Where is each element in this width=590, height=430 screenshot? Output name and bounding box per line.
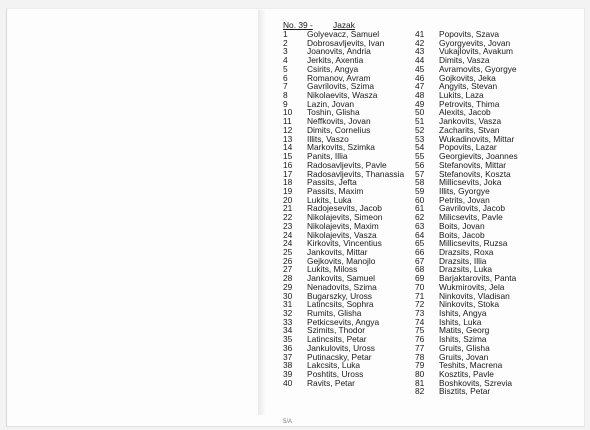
entry-number: 38 bbox=[283, 360, 293, 371]
entry-number: 53 bbox=[415, 133, 425, 144]
entry-name: Millicsevits, Joka bbox=[439, 177, 502, 188]
entry-name: Poshtits, Uross bbox=[307, 369, 364, 380]
entry-name: Lukits, Luka bbox=[307, 194, 352, 205]
entry-name: Drazsits, Illia bbox=[439, 255, 487, 266]
entry-number: 64 bbox=[415, 229, 425, 240]
entry-name: Boits, Jovan bbox=[439, 220, 485, 231]
entry-number: 31 bbox=[283, 299, 293, 310]
entry-number: 76 bbox=[415, 334, 425, 345]
scan-shadow-edge bbox=[258, 10, 266, 415]
entry-number: 49 bbox=[415, 98, 425, 109]
list-title: Jazak bbox=[333, 20, 355, 30]
entry-name: Avramovits, Gyorgye bbox=[439, 63, 517, 74]
entry-name: Nikolajevits, Simeon bbox=[307, 212, 383, 223]
entry-number: 80 bbox=[415, 369, 425, 380]
entry-number: 60 bbox=[415, 194, 425, 205]
entry-number: 32 bbox=[283, 308, 293, 318]
entry-number: 33 bbox=[283, 316, 293, 327]
entry-number: 63 bbox=[415, 220, 425, 231]
entry-number: 21 bbox=[283, 203, 293, 214]
footnote-mark: 5/A bbox=[283, 419, 293, 425]
list-number: No. 39 - bbox=[283, 20, 313, 30]
entry-number: 82 bbox=[415, 386, 425, 397]
entry-name: Ninkovits, Stoka bbox=[439, 299, 500, 310]
entry-number: 75 bbox=[415, 325, 425, 336]
entry-name: Romanov, Avram bbox=[307, 72, 371, 83]
entry-number: 34 bbox=[283, 325, 293, 336]
entry-name: Nikolaevits, Wasza bbox=[307, 90, 378, 101]
entry-number: 18 bbox=[283, 177, 293, 188]
entry-name: Kirkovits, Vincentius bbox=[307, 238, 382, 249]
entry-name: Lukits, Laza bbox=[439, 90, 484, 101]
entry-name: Illits, Vaszo bbox=[307, 133, 349, 144]
entry-name: Zacharits, Stvan bbox=[439, 124, 500, 135]
entry-name: Boits, Jacob bbox=[439, 229, 485, 240]
entry-number: 16 bbox=[283, 159, 293, 170]
entry-name: Nikolajevits, Maxim bbox=[307, 220, 379, 231]
entry-number: 3 bbox=[283, 46, 288, 57]
entry-number: 1 bbox=[283, 29, 288, 39]
entry-number: 37 bbox=[283, 351, 293, 362]
entry-number: 65 bbox=[415, 238, 425, 249]
entry-name: Gyorgyevits, Jovan bbox=[439, 37, 511, 48]
entry-name: Gavrilovits, Szima bbox=[307, 81, 375, 92]
entry-number: 40 bbox=[283, 377, 293, 388]
entry-name: Gejkovits, Manojlo bbox=[307, 255, 376, 266]
entry-number: 5 bbox=[283, 63, 288, 74]
entry-name: Matits, Georg bbox=[439, 325, 490, 336]
entry-name: Stefanovits, Koszta bbox=[439, 168, 511, 179]
entry-name: Ishits, Angya bbox=[439, 308, 487, 318]
entry-number: 51 bbox=[415, 116, 425, 127]
list-item bbox=[415, 387, 518, 396]
entry-name: Jankulovits, Uross bbox=[307, 342, 375, 353]
entry-number: 47 bbox=[415, 81, 425, 92]
entry-number: 24 bbox=[283, 229, 293, 240]
entry-number: 20 bbox=[283, 194, 293, 205]
entry-name: Putinacsky, Petar bbox=[307, 351, 372, 362]
entry-name: Golyevacz, Samuel bbox=[307, 29, 380, 39]
entry-number: 13 bbox=[283, 133, 293, 144]
entry-name: Bugarszky, Uross bbox=[307, 290, 372, 301]
entry-number: 7 bbox=[283, 81, 288, 92]
entry-name: Lakcsits, Luka bbox=[307, 360, 361, 371]
entry-number: 35 bbox=[283, 334, 293, 345]
entry-number: 77 bbox=[415, 342, 425, 353]
entry-name: Jerkits, Axentia bbox=[307, 55, 364, 66]
entry-name: Radojesevits, Jacob bbox=[307, 203, 382, 214]
entry-number: 28 bbox=[283, 273, 293, 284]
entry-number: 25 bbox=[283, 246, 293, 257]
entry-name: Latincsits, Petar bbox=[307, 334, 367, 345]
entry-number: 9 bbox=[283, 98, 288, 109]
entry-name: Jankovits, Vasza bbox=[439, 116, 502, 127]
entry-number: 24 bbox=[283, 238, 293, 249]
entry-name: Lukits, Miloss bbox=[307, 264, 358, 275]
entry-number: 57 bbox=[415, 168, 425, 179]
entry-name: Gojkovits, Jeka bbox=[439, 72, 496, 83]
name-column-1 bbox=[283, 20, 405, 388]
entry-name: Angyits, Stevan bbox=[439, 81, 498, 92]
entry-name: Vukajlovits, Avakum bbox=[439, 46, 514, 57]
entry-name: Alexits, Jacob bbox=[439, 107, 491, 118]
list-item bbox=[283, 379, 404, 388]
entry-name: Lazin, Jovan bbox=[307, 98, 355, 109]
entry-name: Radosavljevits, Pavle bbox=[307, 159, 387, 170]
entry-number: 54 bbox=[415, 142, 425, 153]
entry-name: Georgievits, Joannes bbox=[439, 151, 518, 162]
entry-number: 45 bbox=[415, 63, 425, 74]
entry-number: 61 bbox=[415, 203, 425, 214]
entry-number: 72 bbox=[415, 299, 425, 310]
entry-number: 78 bbox=[415, 351, 425, 362]
entry-name: Ravits, Petar bbox=[307, 377, 355, 388]
entry-number: 52 bbox=[415, 124, 425, 135]
entry-number: 36 bbox=[283, 342, 293, 353]
entry-number: 74 bbox=[415, 316, 425, 327]
entry-number: 11 bbox=[283, 116, 292, 127]
entry-name: Petkicsevits, Angya bbox=[307, 316, 380, 327]
entry-name: Ishits, Szima bbox=[439, 334, 487, 345]
entry-number: 23 bbox=[283, 220, 293, 231]
entry-name: Passits, Jefta bbox=[307, 177, 357, 188]
entry-number: 68 bbox=[415, 264, 425, 275]
entry-number: 27 bbox=[283, 264, 293, 275]
entry-name: Drazsits, Luka bbox=[439, 264, 493, 275]
name-column-2 bbox=[415, 30, 518, 396]
entry-name: Markovits, Szimka bbox=[307, 142, 375, 153]
entry-name: Panits, Illia bbox=[307, 151, 348, 162]
entry-number: 43 bbox=[415, 46, 425, 57]
entry-name: Illits, Gyorgye bbox=[439, 185, 490, 196]
entry-name: Wukadinovits, Mittar bbox=[439, 133, 515, 144]
entry-name: Barjaktarovits, Panta bbox=[439, 273, 517, 284]
entry-name: Gruits, Jovan bbox=[439, 351, 489, 362]
entry-name: Drazsits, Roxa bbox=[439, 246, 494, 257]
entry-name: Dimits, Vasza bbox=[439, 55, 490, 66]
entry-number: 79 bbox=[415, 360, 425, 371]
entry-number: 66 bbox=[415, 246, 425, 257]
entry-name: Bisztits, Petar bbox=[439, 386, 491, 397]
entry-number: 58 bbox=[415, 177, 425, 188]
entry-name: Jankovits, Mittar bbox=[307, 246, 368, 257]
entry-name: Boshkovits, Szrevia bbox=[439, 377, 513, 388]
entry-name: Petrovits, Thima bbox=[439, 98, 500, 109]
entry-name: Latincsits, Sophra bbox=[307, 299, 374, 310]
entry-name: Jankovits, Samuel bbox=[307, 273, 375, 284]
entry-name: Joanovits, Andria bbox=[307, 46, 371, 57]
entry-number: 62 bbox=[415, 212, 425, 223]
entry-name: Toshin, Glisha bbox=[307, 107, 360, 118]
entry-name: Petrits, Jovan bbox=[439, 194, 490, 205]
entry-number: 10 bbox=[283, 107, 293, 118]
entry-name: Rumits, Glisha bbox=[307, 308, 362, 318]
entry-number: 26 bbox=[283, 255, 293, 266]
entry-number: 73 bbox=[415, 308, 425, 318]
entry-name: Milicsevits, Pavle bbox=[439, 212, 503, 223]
entry-number: 17 bbox=[283, 168, 293, 179]
entry-name: Csirits, Angya bbox=[307, 63, 359, 74]
entry-name: Stefanovits, Mittar bbox=[439, 159, 507, 170]
entry-name: Popovits, Lazar bbox=[439, 142, 497, 153]
entry-number: 22 bbox=[283, 212, 293, 223]
entry-name: Ninkovits, Vladisan bbox=[439, 290, 510, 301]
entry-name: Dimits, Cornelius bbox=[307, 124, 371, 135]
entry-name: Kosztits, Pavle bbox=[439, 369, 494, 380]
entry-name: Gavrilovits, Jacob bbox=[439, 203, 506, 214]
entry-number: 46 bbox=[415, 72, 425, 83]
entry-number: 67 bbox=[415, 255, 425, 266]
entry-number: 55 bbox=[415, 151, 425, 162]
entry-number: 2 bbox=[283, 37, 288, 48]
entry-number: 29 bbox=[283, 281, 293, 292]
entry-name: Ishits, Luka bbox=[439, 316, 482, 327]
entry-number: 12 bbox=[283, 124, 293, 135]
entry-name: Radosavljevits, Thanassia bbox=[307, 168, 405, 179]
entry-number: 71 bbox=[415, 290, 425, 301]
entry-name: Nikolajevits, Vasza bbox=[307, 229, 377, 240]
entry-name: Neffkovits, Jovan bbox=[307, 116, 371, 127]
entry-number: 59 bbox=[415, 185, 425, 196]
entry-name: Millicsevits, Ruzsa bbox=[439, 238, 508, 249]
entry-number: 15 bbox=[283, 151, 293, 162]
entry-name: Dobrosavljevits, Ivan bbox=[307, 37, 385, 48]
entry-name: Gruits, Glisha bbox=[439, 342, 490, 353]
entry-number: 70 bbox=[415, 281, 425, 292]
entry-number: 56 bbox=[415, 159, 425, 170]
entry-name: Teshits, Macrena bbox=[439, 360, 503, 371]
entry-name: Szimits, Thodor bbox=[307, 325, 366, 336]
entry-number: 14 bbox=[283, 142, 293, 153]
entry-name: Wukmirovits, Jela bbox=[439, 281, 505, 292]
entry-number: 44 bbox=[415, 55, 425, 66]
entry-number: 8 bbox=[283, 90, 288, 101]
entry-number: 50 bbox=[415, 107, 425, 118]
entry-number: 39 bbox=[283, 369, 293, 380]
entry-number: 69 bbox=[415, 273, 425, 284]
entry-number: 4 bbox=[283, 55, 288, 66]
entry-number: 6 bbox=[283, 72, 288, 83]
entry-number: 81 bbox=[415, 377, 425, 388]
entry-number: 30 bbox=[283, 290, 293, 301]
entry-number: 41 bbox=[415, 29, 425, 39]
entry-name: Popovits, Szava bbox=[439, 29, 500, 39]
entry-number: 42 bbox=[415, 37, 425, 48]
entry-number: 19 bbox=[283, 185, 293, 196]
entry-name: Nenadovits, Szima bbox=[307, 281, 377, 292]
entry-number: 48 bbox=[415, 90, 425, 101]
entry-name: Passits, Maxim bbox=[307, 185, 364, 196]
